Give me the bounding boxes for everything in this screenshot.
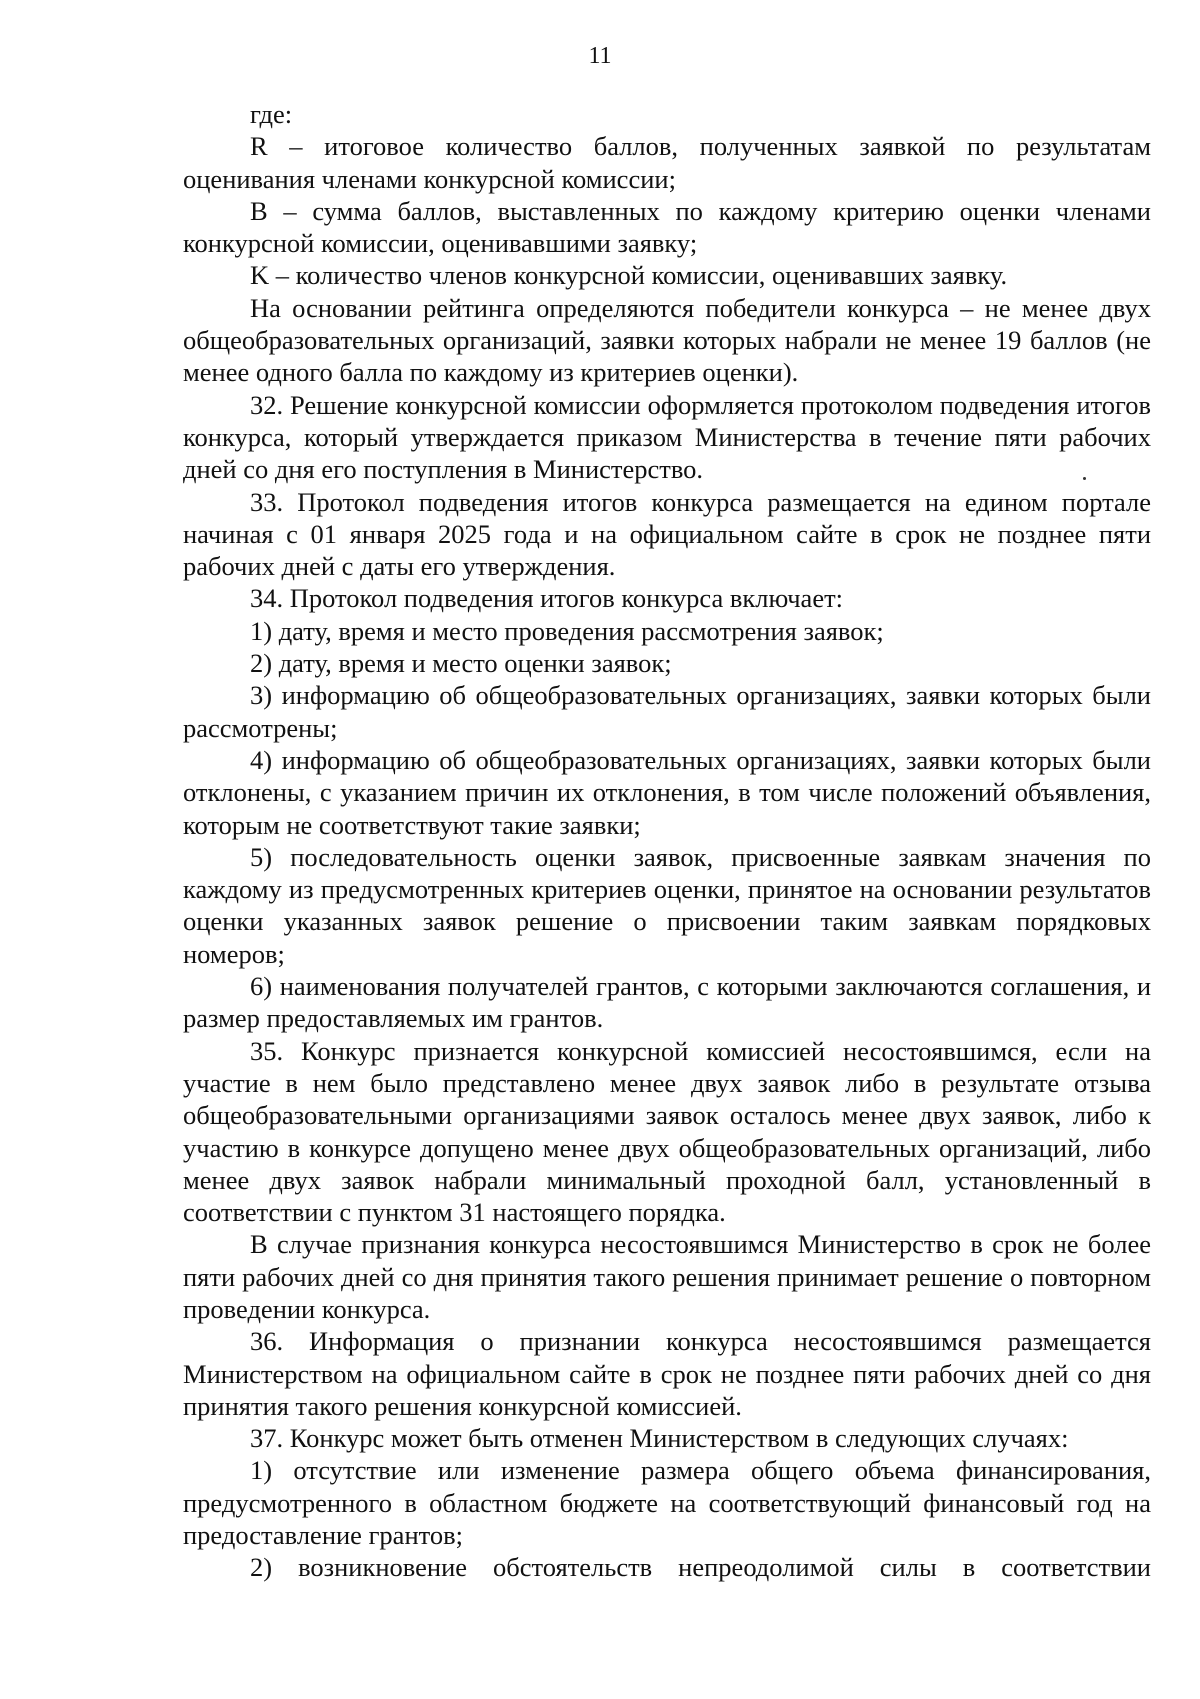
paragraph-37: 37. Конкурс может быть отменен Министерством в следующих случаях: bbox=[250, 1423, 1069, 1454]
scan-speck bbox=[1083, 477, 1086, 480]
paragraph-36: 36. Информация о признании конкурса несостоявшимся размещается Министерством на официальном сайте в срок не позднее пяти рабочих дней со дня принятия такого решения конкурсной комиссией. bbox=[183, 1326, 1151, 1421]
paragraph-where: где: bbox=[250, 99, 293, 129]
list-item-34-2: 2) дату, время и место оценки заявок; bbox=[250, 648, 672, 679]
paragraph-b-definition: B – сумма баллов, выставленных по каждому критерию оценки членами конкурсной комиссии, оценивавшими заявку; bbox=[183, 195, 1151, 259]
paragraph-34: 34. Протокол подведения итогов конкурса включает: bbox=[250, 583, 844, 614]
paragraph-32: 32. Решение конкурсной комиссии оформляется протоколом подведения итогов конкурса, который утверждается приказом Министерства в течение пяти рабочих дней со дня его поступления в Министерство. bbox=[183, 389, 1151, 485]
paragraph-33: 33. Протокол подведения итогов конкурса размещается на едином портале начиная с 01 января 2025 года и на официальном сайте в срок не позднее пяти рабочих дней с даты его утверждения. bbox=[183, 486, 1151, 582]
paragraph-r-definition: R – итоговое количество баллов, полученных заявкой по результатам оценивания членами конкурсной комиссии; bbox=[183, 131, 1151, 194]
list-item-34-3: 3) информацию об общеобразовательных организациях, заявки которых были рассмотрены; bbox=[183, 680, 1151, 743]
list-item-34-4: 4) информацию об общеобразовательных организациях, заявки которых были отклонены, с указанием причин их отклонения, в том числе положений объявления, которым не соответствуют такие заявки; bbox=[183, 744, 1151, 840]
list-item-34-5: 5) последовательность оценки заявок, присвоенные заявкам значения по каждому из предусмотренных критериев оценки, принятое на основании результатов оценки указанных заявок решение о присвоении таким заявкам порядковых номеров; bbox=[183, 841, 1151, 969]
list-item-34-6: 6) наименования получателей грантов, с которыми заключаются соглашения, и размер предоставляемых им грантов. bbox=[183, 971, 1151, 1034]
paragraph-k-definition: K – количество членов конкурсной комиссии, оценивавших заявку. bbox=[250, 260, 1008, 291]
paragraph-35: 35. Конкурс признается конкурсной комиссией несостоявшимся, если на участие в нем было представлено менее двух заявок либо в результате отзыва общеобразовательными организациями заявок осталось менее двух заявок, либо к участию в конкурсе допущено менее двух общеобразовательных организаций, либо менее двух заявок набрали минимальный проходной балл, установленный в соответствии с пунктом 31 настоящего порядка. bbox=[183, 1035, 1151, 1228]
document-body bbox=[183, 98, 1151, 1584]
list-item-34-1: 1) дату, время и место проведения рассмотрения заявок; bbox=[250, 615, 884, 646]
paragraph-winners: На основании рейтинга определяются победители конкурса – не менее двух общеобразовательных организаций, заявки которых набрали не менее 19 баллов (не менее одного балла по каждому из критериев оценки). bbox=[183, 292, 1151, 388]
paragraph-35-failed: В случае признания конкурса несостоявшимся Министерство в срок не более пяти рабочих дней со дня принятия такого решения принимает решение о повторном проведении конкурса. bbox=[183, 1229, 1151, 1324]
list-item-37-1: 1) отсутствие или изменение размера общего объема финансирования, предусмотренного в областном бюджете на соответствующий финансовый год на предоставление грантов; bbox=[183, 1455, 1151, 1551]
page-number: 11 bbox=[588, 43, 612, 69]
list-item-37-2: 2) возникновение обстоятельств непреодолимой силы в соответствии bbox=[250, 1552, 1151, 1583]
